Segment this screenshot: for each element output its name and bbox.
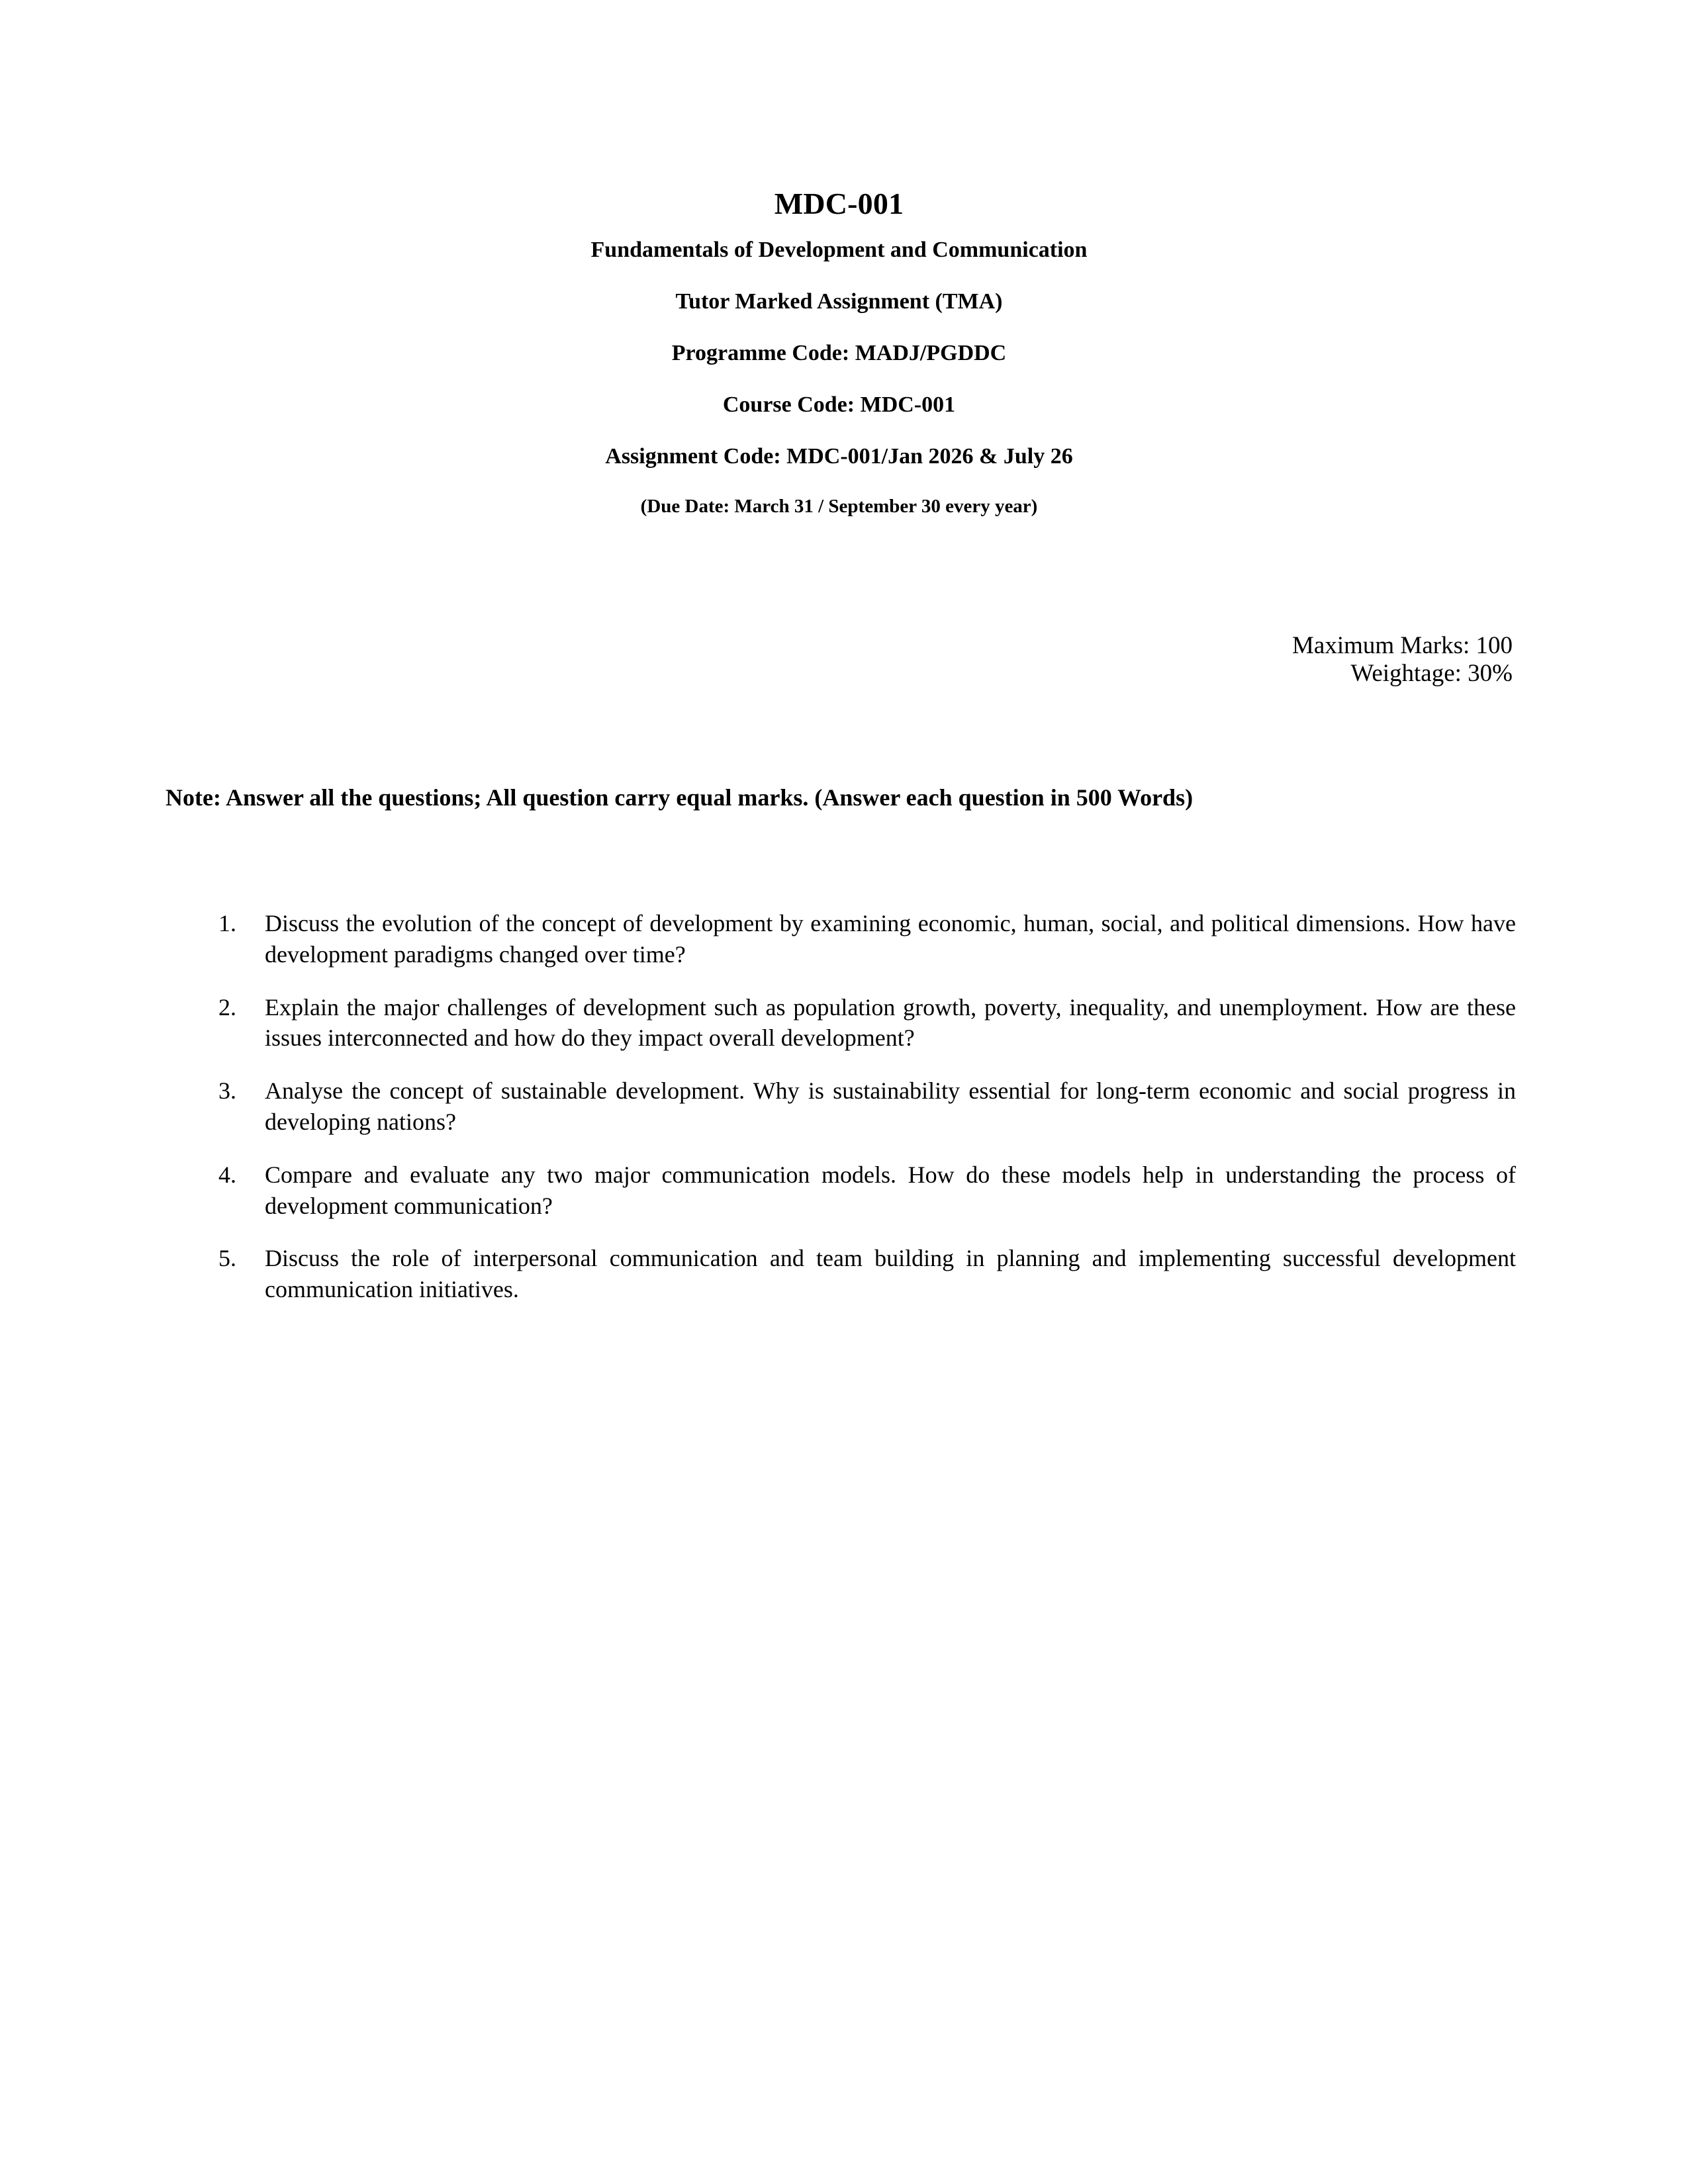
question-text: Explain the major challenges of development such as population growth, poverty, inequality, and unemployment. How are these issues interconnected and how do they impact overall development? bbox=[265, 993, 1516, 1052]
marks-block bbox=[1292, 632, 1513, 688]
header-assignment-type: Tutor Marked Assignment (TMA) bbox=[675, 289, 1003, 314]
question-number: 2. bbox=[218, 993, 236, 1021]
question-number: 1. bbox=[218, 910, 236, 936]
question-item bbox=[165, 1075, 1516, 1138]
question-number: 4. bbox=[218, 1161, 236, 1188]
question-text: Compare and evaluate any two major communication models. How do these models help in understanding the process of development communication? bbox=[265, 1161, 1516, 1219]
header-course-code: Course Code: MDC-001 bbox=[722, 392, 956, 417]
question-item bbox=[165, 1243, 1516, 1305]
question-item bbox=[165, 992, 1516, 1054]
document-header bbox=[165, 189, 1513, 516]
header-programme-code: Programme Code: MADJ/PGDDC bbox=[671, 341, 1007, 365]
question-text: Discuss the evolution of the concept of development by examining economic, human, social, and political dimensions. How have development paradigms changed over time? bbox=[265, 910, 1516, 968]
question-number: 3. bbox=[218, 1077, 236, 1105]
question-text: Analyse the concept of sustainable development. Why is sustainability essential for long-term economic and social progress in developing nations? bbox=[265, 1077, 1516, 1135]
question-text: Discuss the role of interpersonal communication and team building in planning and implementing successful development communication initiatives. bbox=[265, 1245, 1516, 1303]
header-due-date: (Due Date: March 31 / September 30 every year) bbox=[640, 496, 1038, 517]
questions-list bbox=[165, 908, 1516, 1305]
maximum-marks: Maximum Marks: 100 bbox=[1292, 632, 1513, 659]
question-item bbox=[165, 1160, 1516, 1222]
page-title: MDC-001 bbox=[774, 187, 904, 220]
header-assignment-code: Assignment Code: MDC-001/Jan 2026 & July 26 bbox=[605, 444, 1073, 469]
question-item bbox=[165, 908, 1516, 970]
weightage: Weightage: 30% bbox=[1350, 660, 1513, 688]
note-instruction: Note: Answer all the questions; All question carry equal marks. (Answer each question in 500 Words) bbox=[165, 784, 1194, 811]
question-number: 5. bbox=[218, 1245, 236, 1272]
header-course-name: Fundamentals of Development and Communication bbox=[590, 238, 1088, 262]
